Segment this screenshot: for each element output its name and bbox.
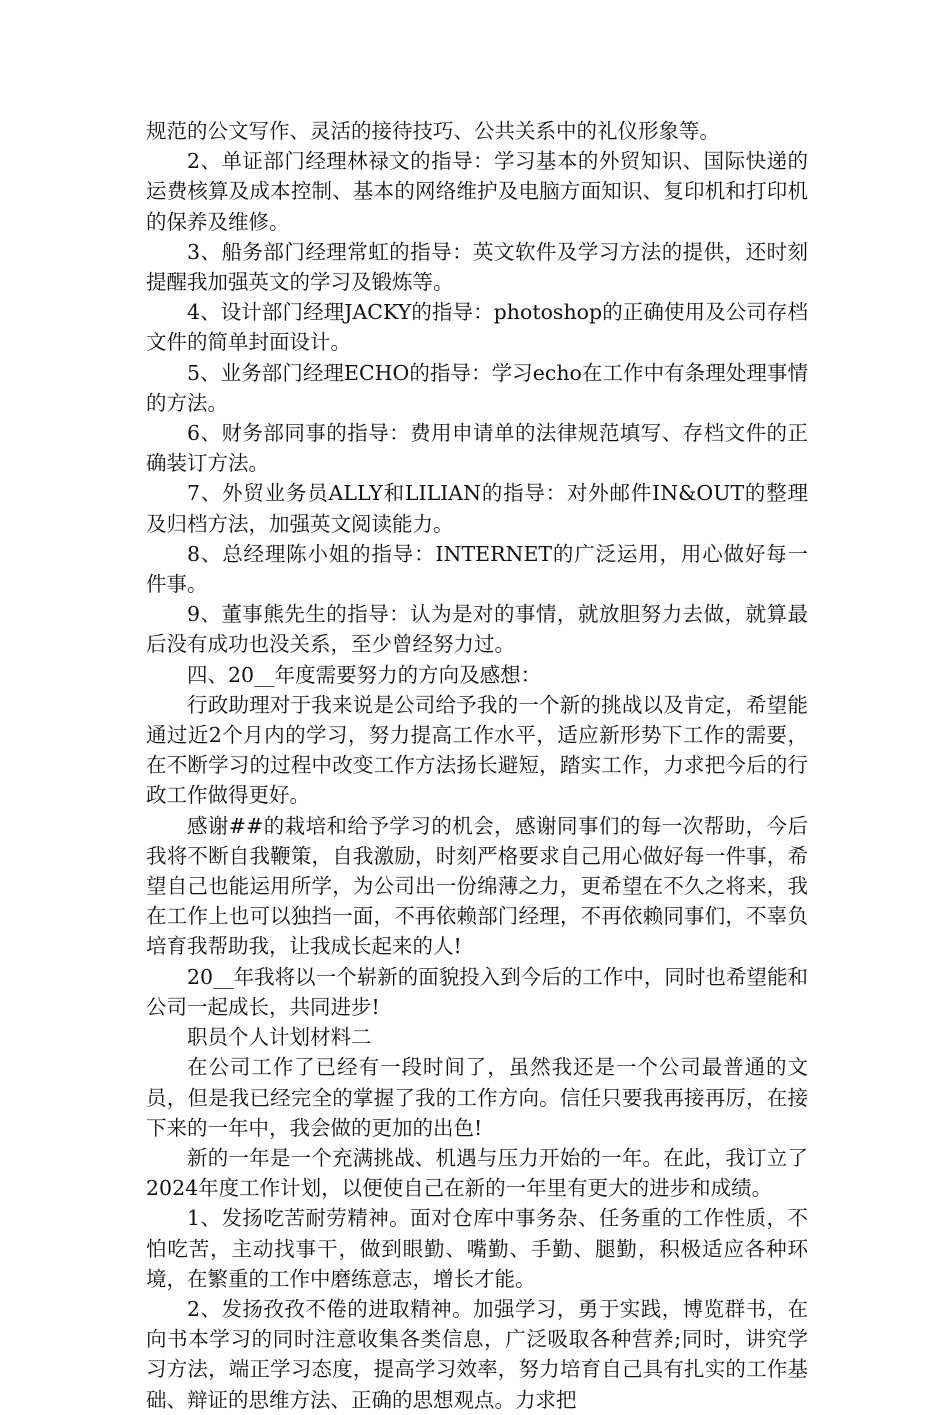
paragraph-3: 3、船务部门经理常虹的指导：英文软件及学习方法的提供，还时刻提醒我加强英文的学习及锻炼等。 — [146, 239, 808, 295]
paragraph-2: 2、单证部门经理林禄文的指导：学习基本的外贸知识、国际快递的运费核算及成本控制、基本的网络维护及电脑方面知识、复印机和打印机的保养及维修。 — [146, 149, 808, 234]
paragraph-1: 规范的公文写作、灵活的接待技巧、公共关系中的礼仪形象等。 — [146, 119, 720, 143]
paragraph-18: 2、发扬孜孜不倦的进取精神。加强学习，勇于实践，博览群书，在向书本学习的同时注意收集各类信息，广泛吸取各种营养;同时，讲究学习方法，端正学习态度，提高学习效率，努力培育自己具有扎实的工作基础、辩证的思维方法、正确的思想观点。力求把 — [146, 1296, 808, 1412]
section-heading: 四、20__年度需要努力的方向及感想： — [187, 662, 542, 687]
paragraph-12: 感谢##的栽培和给予学习的机会，感谢同事们的每一次帮助，今后我将不断自我鞭策，自我激励，时刻严格要求自己用心做好每一件事，希望自己也能运用所学，为公司出一份绵薄之力，更希望在不久之将来，我在工作上也可以独挡一面，不再依赖部门经理，不再依赖同事们，不辜负培育我帮助我，让我成长起来的人! — [146, 813, 808, 959]
document-page — [146, 116, 808, 1415]
paragraph-11: 行政助理对于我来说是公司给予我的一个新的挑战以及肯定，希望能通过近2个月内的学习，努力提高工作水平，适应新形势下工作的需要，在不断学习的过程中改变工作方法扬长避短，踏实工作，力求把今后的行政工作做得更好。 — [146, 692, 808, 808]
paragraph-8: 8、总经理陈小姐的指导：INTERNET的广泛运用，用心做好每一件事。 — [146, 541, 808, 597]
paragraph-5: 5、业务部门经理ECHO的指导：学习echo在工作中有条理处理事情的方法。 — [146, 360, 808, 415]
paragraph-4: 4、设计部门经理JACKY的指导：photoshop的正确使用及公司存档文件的简单封面设计。 — [146, 300, 808, 355]
paragraph-9: 9、董事熊先生的指导：认为是对的事情，就放胆努力去做，就算最后没有成功也没关系，至少曾经努力过。 — [146, 602, 808, 657]
paragraph-15: 在公司工作了已经有一段时间了，虽然我还是一个公司最普通的文员，但是我已经完全的掌握了我的工作方向。信任只要我再接再厉，在接下来的一年中，我会做的更加的出色! — [146, 1055, 808, 1140]
paragraph-7: 7、外贸业务员ALLY和LILIAN的指导：对外邮件IN&OUT的整理及归档方法，加强英文阅读能力。 — [146, 481, 808, 536]
paragraph-17: 1、发扬吃苦耐劳精神。面对仓库中事务杂、任务重的工作性质，不怕吃苦，主动找事干，做到眼勤、嘴勤、手勤、腿勤，积极适应各种环境，在繁重的工作中磨练意志，增长才能。 — [146, 1206, 808, 1291]
paragraph-16: 新的一年是一个充满挑战、机遇与压力开始的一年。在此，我订立了2024年度工作计划，以便使自己在新的一年里有更大的进步和成绩。 — [146, 1145, 808, 1201]
paragraph-13: 20__年我将以一个崭新的面貌投入到今后的工作中，同时也希望能和公司一起成长，共同进步! — [146, 964, 808, 1019]
document-subtitle: 职员个人计划材料二 — [187, 1025, 372, 1050]
paragraph-6: 6、财务部同事的指导：费用申请单的法律规范填写、存档文件的正确装订方法。 — [146, 421, 808, 476]
